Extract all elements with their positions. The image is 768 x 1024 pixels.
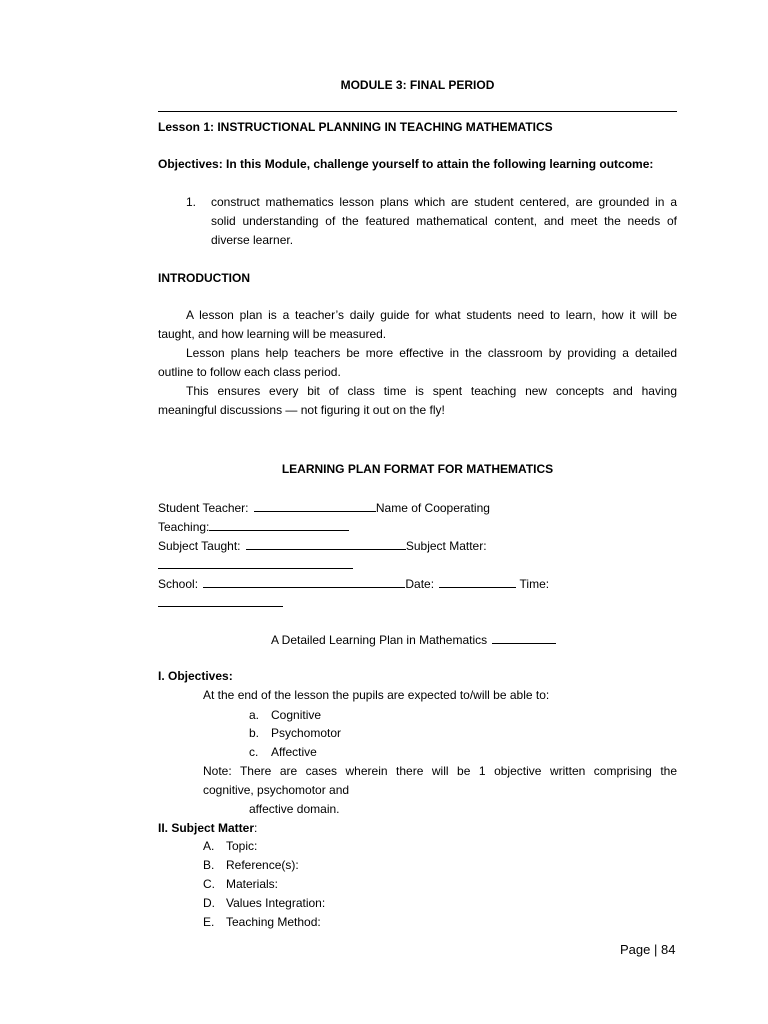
objective-marker-a: a. bbox=[249, 708, 260, 722]
objective-cognitive: Cognitive bbox=[271, 708, 322, 722]
cooperating-label: Name of Cooperating bbox=[375, 501, 490, 515]
objectives-note-line1: Note: There are cases wherein there will be 1 objective written comprising the bbox=[203, 764, 677, 778]
module-title: MODULE 3: FINAL PERIOD bbox=[340, 78, 495, 92]
plan-format-heading: LEARNING PLAN FORMAT FOR MATHEMATICS bbox=[281, 462, 554, 476]
subject-topic: Topic: bbox=[226, 839, 258, 853]
intro-p3-line1: This ensures every bit of class time is spent teaching new concepts and having bbox=[186, 384, 677, 398]
subject-references: Reference(s): bbox=[226, 858, 299, 872]
section-subject-matter-heading bbox=[158, 821, 257, 835]
intro-p1-line1: A lesson plan is a teacher’s daily guide for what students need to learn, how it will be bbox=[186, 308, 677, 322]
objective-marker-c: c. bbox=[249, 745, 259, 759]
subject-values-integration: Values Integration: bbox=[226, 896, 326, 910]
subject-teaching-method: Teaching Method: bbox=[226, 915, 321, 929]
objectives-note-line2: cognitive, psychomotor and bbox=[203, 783, 350, 797]
date-label: Date: bbox=[405, 577, 435, 591]
time-blank bbox=[158, 594, 283, 607]
subject-marker-d: D. bbox=[203, 896, 215, 910]
subject-taught-blank bbox=[246, 537, 406, 550]
objectives-heading: Objectives: In this Module, challenge yourself to attain the following learning outcome: bbox=[158, 157, 654, 171]
detailed-plan-title-row bbox=[271, 631, 556, 647]
objective-psychomotor: Psychomotor bbox=[271, 726, 342, 740]
subject-matter-blank-row bbox=[158, 556, 353, 572]
detailed-plan-title: A Detailed Learning Plan in Mathematics bbox=[271, 633, 488, 647]
detailed-plan-blank bbox=[492, 631, 556, 644]
objective-affective: Affective bbox=[271, 745, 317, 759]
subject-matter-heading-colon: : bbox=[254, 821, 258, 835]
page-number: Page | 84 bbox=[620, 942, 676, 957]
intro-p3-line2: meaningful discussions — not figuring it out on the fly! bbox=[158, 403, 445, 417]
teaching-blank bbox=[209, 518, 349, 531]
time-blank-row bbox=[158, 594, 283, 610]
outcome-number: 1. bbox=[186, 195, 197, 209]
subject-matter-blank bbox=[158, 556, 353, 569]
subject-marker-e: E. bbox=[203, 915, 215, 929]
student-teacher-row bbox=[158, 499, 490, 515]
subject-matter-label: Subject Matter: bbox=[405, 539, 487, 553]
lesson-title: Lesson 1: INSTRUCTIONAL PLANNING IN TEACHING MATHEMATICS bbox=[158, 120, 553, 134]
section-objectives-intro: At the end of the lesson the pupils are expected to/will be able to: bbox=[203, 688, 550, 702]
school-label: School: bbox=[158, 577, 199, 591]
teaching-label: Teaching: bbox=[158, 520, 210, 534]
subject-marker-a: A. bbox=[203, 839, 215, 853]
time-label: Time: bbox=[519, 577, 550, 591]
outcome-line-1: construct mathematics lesson plans which are student centered, are grounded in a bbox=[211, 195, 677, 209]
objective-marker-b: b. bbox=[249, 726, 260, 740]
student-teacher-blank bbox=[254, 499, 376, 512]
outcome-line-3: diverse learner. bbox=[211, 233, 294, 247]
objectives-note-line3: affective domain. bbox=[249, 802, 340, 816]
school-date-time-row bbox=[158, 575, 549, 591]
outcome-line-2: solid understanding of the featured mathematical content, and meet the needs of bbox=[211, 214, 677, 228]
subject-taught-row bbox=[158, 537, 487, 553]
date-blank bbox=[439, 575, 516, 588]
school-blank bbox=[203, 575, 405, 588]
intro-p2-line1: Lesson plans help teachers be more effective in the classroom by providing a detailed bbox=[186, 346, 677, 360]
subject-marker-c: C. bbox=[203, 877, 215, 891]
intro-p1-line2: taught, and how learning will be measured. bbox=[158, 327, 387, 341]
student-teacher-label: Student Teacher: bbox=[158, 501, 249, 515]
subject-materials: Materials: bbox=[226, 877, 279, 891]
section-objectives-heading: I. Objectives: bbox=[158, 669, 233, 683]
intro-p2-line2: outline to follow each class period. bbox=[158, 365, 341, 379]
teaching-row bbox=[158, 518, 349, 534]
header-rule bbox=[158, 111, 677, 112]
introduction-heading: INTRODUCTION bbox=[158, 271, 250, 285]
subject-matter-heading-text: II. Subject Matter bbox=[158, 821, 255, 835]
subject-taught-label: Subject Taught: bbox=[158, 539, 241, 553]
subject-marker-b: B. bbox=[203, 858, 215, 872]
